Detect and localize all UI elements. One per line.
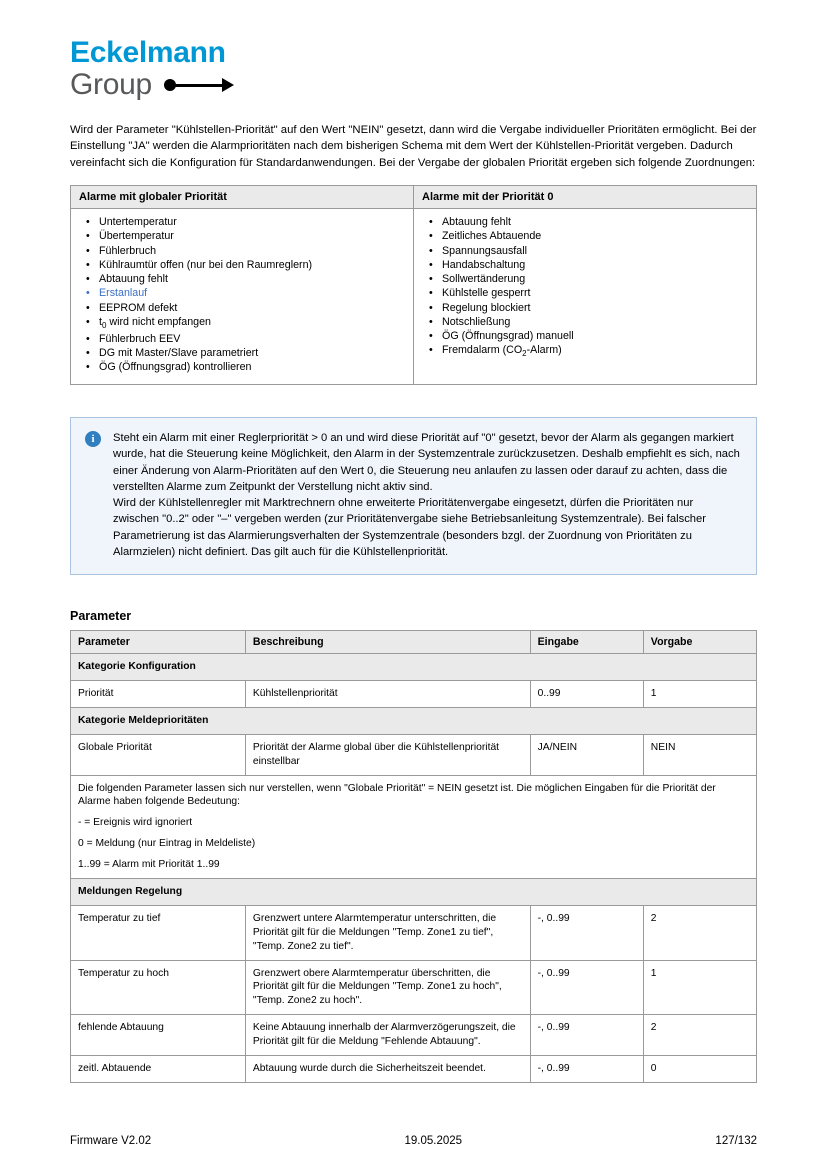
parameter-table [70,630,757,1083]
list-item: • EEPROM defekt [97,301,405,315]
list-item: • Kühlstelle gesperrt [440,286,748,300]
list-item: • Abtauung fehlt [97,272,405,286]
list-item: • Zeitliches Abtauende [440,229,748,243]
cell-eingabe: -, 0..99 [530,1056,643,1083]
cell-beschreibung: Abtauung wurde durch die Sicherheitszeit beendet. [245,1056,530,1083]
table-row [71,209,757,385]
list-item: • $t_0$ wird nicht empfangen [97,315,405,332]
table-header-row [71,631,757,654]
cell-eingabe: -, 0..99 [530,905,643,960]
list-item: • Notschließung [440,315,748,329]
column-header-priority0: Alarme mit der Priorität 0 [414,186,757,209]
info-note-text [113,430,742,560]
info-icon: i [85,431,101,447]
cell-vorgabe: 1 [643,960,756,1015]
logo-text-eckelmann: Eckelmann [70,36,226,69]
list-item-highlighted: • Erstanlauf [97,286,405,300]
list-item: • Übertemperatur [97,229,405,243]
info-line-2: - = Ereignis wird ignoriert [78,817,193,829]
list-item: • ÖG (Öffnungsgrad) kontrollieren [97,360,405,374]
list-item: • Regelung blockiert [440,301,748,315]
global-alarms-cell [71,209,414,385]
info-line-1: Die folgenden Parameter lassen sich nur verstellen, wenn "Globale Priorität" = NEIN gesetzt ist. Die möglichen Eingaben für die Priorität der Alarme haben folgende Bedeutung: [78,782,716,808]
cell-parameter: Priorität [71,681,246,708]
category-row-konfiguration [71,654,757,681]
table-row [71,960,757,1015]
table-row [71,734,757,775]
table-row [71,905,757,960]
arrow-right-icon [164,76,236,94]
footer-date: 19.05.2025 [404,1135,463,1147]
info-line-3: 0 = Meldung (nur Eintrag in Meldeliste) [78,838,256,850]
cell-beschreibung: Grenzwert untere Alarmtemperatur unterschritten, die Priorität gilt für die Meldungen "Temp. Zone1 zu tief", "Temp. Zone2 zu tief". [245,905,530,960]
column-header-beschreibung: Beschreibung [245,631,530,654]
table-header-row [71,186,757,209]
list-item: • Fremdalarm $(CO_2-Alarm)$ [440,343,748,360]
cell-eingabe: JA/NEIN [530,734,643,775]
cell-beschreibung: Grenzwert obere Alarmtemperatur überschritten, die Priorität gilt für die Meldungen "Temp. Zone1 zu hoch", "Temp. Zone2 zu hoch". [245,960,530,1015]
column-header-global: Alarme mit globaler Priorität [71,186,414,209]
column-header-vorgabe: Vorgabe [643,631,756,654]
cell-eingabe: -, 0..99 [530,960,643,1015]
cell-beschreibung: Kühlstellenpriorität [245,681,530,708]
table-row [71,681,757,708]
priority0-alarms-list [422,215,748,360]
footer-page-number: 127/132 [715,1135,757,1147]
cell-parameter: zeitl. Abtauende [71,1056,246,1083]
list-item: • Kühlraumtür offen (nur bei den Raumreglern) [97,258,405,272]
column-header-parameter: Parameter [71,631,246,654]
list-item: • DG mit Master/Slave parametriert [97,346,405,360]
note-paragraph-2: Wird der Kühlstellenregler mit Marktrechnern ohne erweiterte Prioritätenvergabe eingesetzt, dürfen die Prioritäten nur zwischen "0..2" oder "–" vergeben werden (zur Prioritätenvergabe siehe Betriebsanleitung Systemzentrale). Bei falscher Parametrierung ist das Alarmierungsverhalten der Systemzentrale (besonders bzgl. der Zuordnung von Prioritäten zu Alarmzielen) nicht definiert. Das gilt auch für die Kühlstellenpriorität. [113,497,706,558]
list-item: • Fühlerbruch [97,244,405,258]
list-item: • Handabschaltung [440,258,748,272]
table-row [71,1015,757,1056]
cell-vorgabe: 0 [643,1056,756,1083]
info-row [71,775,757,878]
list-item: • Fühlerbruch EEV [97,332,405,346]
category-row-meldeprioritaeten [71,707,757,734]
list-item: • Untertemperatur [97,215,405,229]
alarm-priority-table [70,185,757,385]
page-footer [70,1135,757,1147]
category-label: Kategorie Konfiguration [71,654,757,681]
category-label: Kategorie Meldeprioritäten [71,707,757,734]
global-alarms-list [79,215,405,374]
logo-text-group: Group [70,68,152,101]
cell-eingabe: 0..99 [530,681,643,708]
cell-vorgabe: 2 [643,905,756,960]
list-item: • Sollwertänderung [440,272,748,286]
cell-parameter: fehlende Abtauung [71,1015,246,1056]
info-note-box [70,417,757,575]
cell-vorgabe: NEIN [643,734,756,775]
priority0-alarms-cell [414,209,757,385]
cell-parameter: Temperatur zu tief [71,905,246,960]
column-header-eingabe: Eingabe [530,631,643,654]
category-row-meldungen-regelung [71,879,757,906]
cell-vorgabe: 1 [643,681,756,708]
cell-beschreibung: Keine Abtauung innerhalb der Alarmverzögerungszeit, die Priorität gilt für die Meldung "Fehlende Abtauung". [245,1015,530,1056]
note-paragraph-1: Steht ein Alarm mit einer Reglerpriorität > 0 an und wird diese Priorität auf "0" gesetzt, bevor der Alarm als gegangen markiert wurde, hat die Steuerung keine Möglichkeit, den Alarm in der Systemzentrale zurückzusetzen. Deshalb empfiehlt es sich, nach einer Änderung von Alarm-Prioritäten auf den Wert 0, die Steuerung neu anlaufen zu lassen oder darauf zu achten, dass die verstellten Alarme zum Zeitpunkt der Verstellung nicht aktiv sind. [113,432,740,493]
table-row [71,1056,757,1083]
cell-beschreibung: Priorität der Alarme global über die Kühlstellenpriorität einstellbar [245,734,530,775]
list-item: • ÖG (Öffnungsgrad) manuell [440,329,748,343]
section-title-parameter: Parameter [70,609,132,624]
footer-firmware: Firmware V2.02 [70,1135,152,1147]
info-row-text [71,775,757,878]
cell-parameter: Globale Priorität [71,734,246,775]
info-line-4: 1..99 = Alarm mit Priorität 1..99 [78,859,220,871]
cell-parameter: Temperatur zu hoch [71,960,246,1015]
category-label: Meldungen Regelung [71,879,757,906]
list-item: • Abtauung fehlt [440,215,748,229]
list-item: • Spannungsausfall [440,244,748,258]
cell-eingabe: -, 0..99 [530,1015,643,1056]
intro-paragraph: Wird der Parameter "Kühlstellen-Priorität" auf den Wert "NEIN" gesetzt, dann wird die Vergabe individueller Prioritäten ermöglicht. Bei der Einstellung "JA" werden die Alarmprioritäten nach dem bisherigen Schema mit dem Wert der Kühlstellen-Priorität vergeben. Dadurch vereinfacht sich die Konfiguration für Standardanwendungen. Bei der Vergabe der globalen Priorität ergeben sich folgende Zuordnungen: [70,124,757,169]
cell-vorgabe: 2 [643,1015,756,1056]
company-logo [70,38,757,100]
